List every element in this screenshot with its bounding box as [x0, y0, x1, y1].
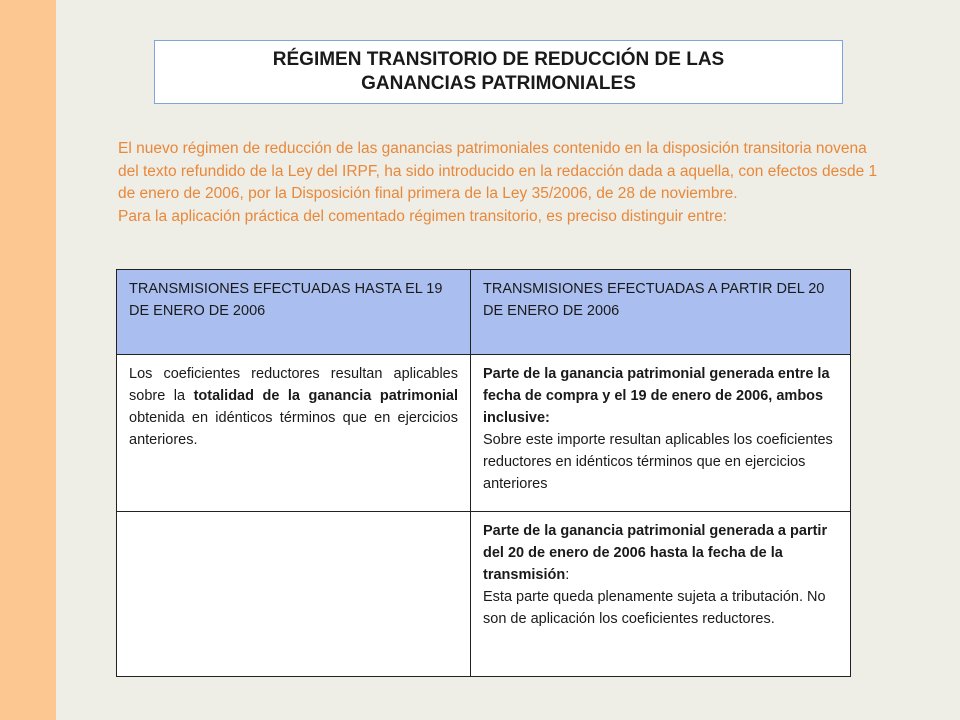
- left-decorative-band: [0, 0, 56, 720]
- cell-text: Los coeficientes reductores resultan aplicables sobre la: [129, 366, 458, 404]
- cell-gain-from-20-jan: [471, 512, 851, 677]
- cell-reduction-total-gain: [117, 355, 471, 512]
- table-header-row: [117, 270, 851, 355]
- comparison-table: [116, 269, 851, 677]
- empty-cell: [117, 512, 471, 677]
- intro-paragraph-2: Para la aplicación práctica del comentado régimen transitorio, es preciso distinguir entre:: [118, 207, 728, 225]
- table-row: [117, 355, 851, 512]
- table-row: [117, 512, 851, 677]
- cell-text: Esta parte queda plenamente sujeta a tributación. No son de aplicación los coeficientes reductores.: [483, 589, 826, 627]
- cell-heading: [483, 520, 838, 586]
- cell-bold-heading: Parte de la ganancia patrimonial generada entre la fecha de compra y el 19 de enero de 2006, ambos inclusive:: [483, 366, 830, 426]
- intro-paragraph-1: El nuevo régimen de reducción de las ganancias patrimoniales contenido en la disposición transitoria novena del texto refundido de la Ley del IRPF, ha sido introducido en la redacción dada a aquella, con efectos desde 1 de enero de 2006, por la Disposición final primera de la Ley 35/2006, de 28 de noviembre.: [118, 140, 878, 202]
- intro-text: [118, 138, 888, 228]
- cell-colon: :: [565, 567, 570, 583]
- header-cell-until-19-jan: TRANSMISIONES EFECTUADAS HASTA EL 19 DE ENERO DE 2006: [117, 270, 471, 355]
- cell-text: obtenida en idénticos términos que en ejercicios anteriores.: [129, 410, 458, 448]
- header-cell-from-20-jan: TRANSMISIONES EFECTUADAS A PARTIR DEL 20 DE ENERO DE 2006: [471, 270, 851, 355]
- cell-gain-until-19-jan: [471, 355, 851, 512]
- cell-bold-heading: Parte de la ganancia patrimonial generada a partir del 20 de enero de 2006 hasta la fecha de la transmisión: [483, 523, 828, 583]
- title-line-2: GANANCIAS PATRIMONIALES: [361, 73, 636, 94]
- title-line-1: RÉGIMEN TRANSITORIO DE REDUCCIÓN DE LAS: [272, 49, 725, 70]
- cell-text: Sobre este importe resultan aplicables los coeficientes reductores en idénticos términos que en ejercicios anteriores: [483, 432, 833, 492]
- cell-bold-text: totalidad de la ganancia patrimonial: [193, 388, 458, 404]
- title-box: [154, 40, 843, 104]
- page-title: [273, 48, 724, 96]
